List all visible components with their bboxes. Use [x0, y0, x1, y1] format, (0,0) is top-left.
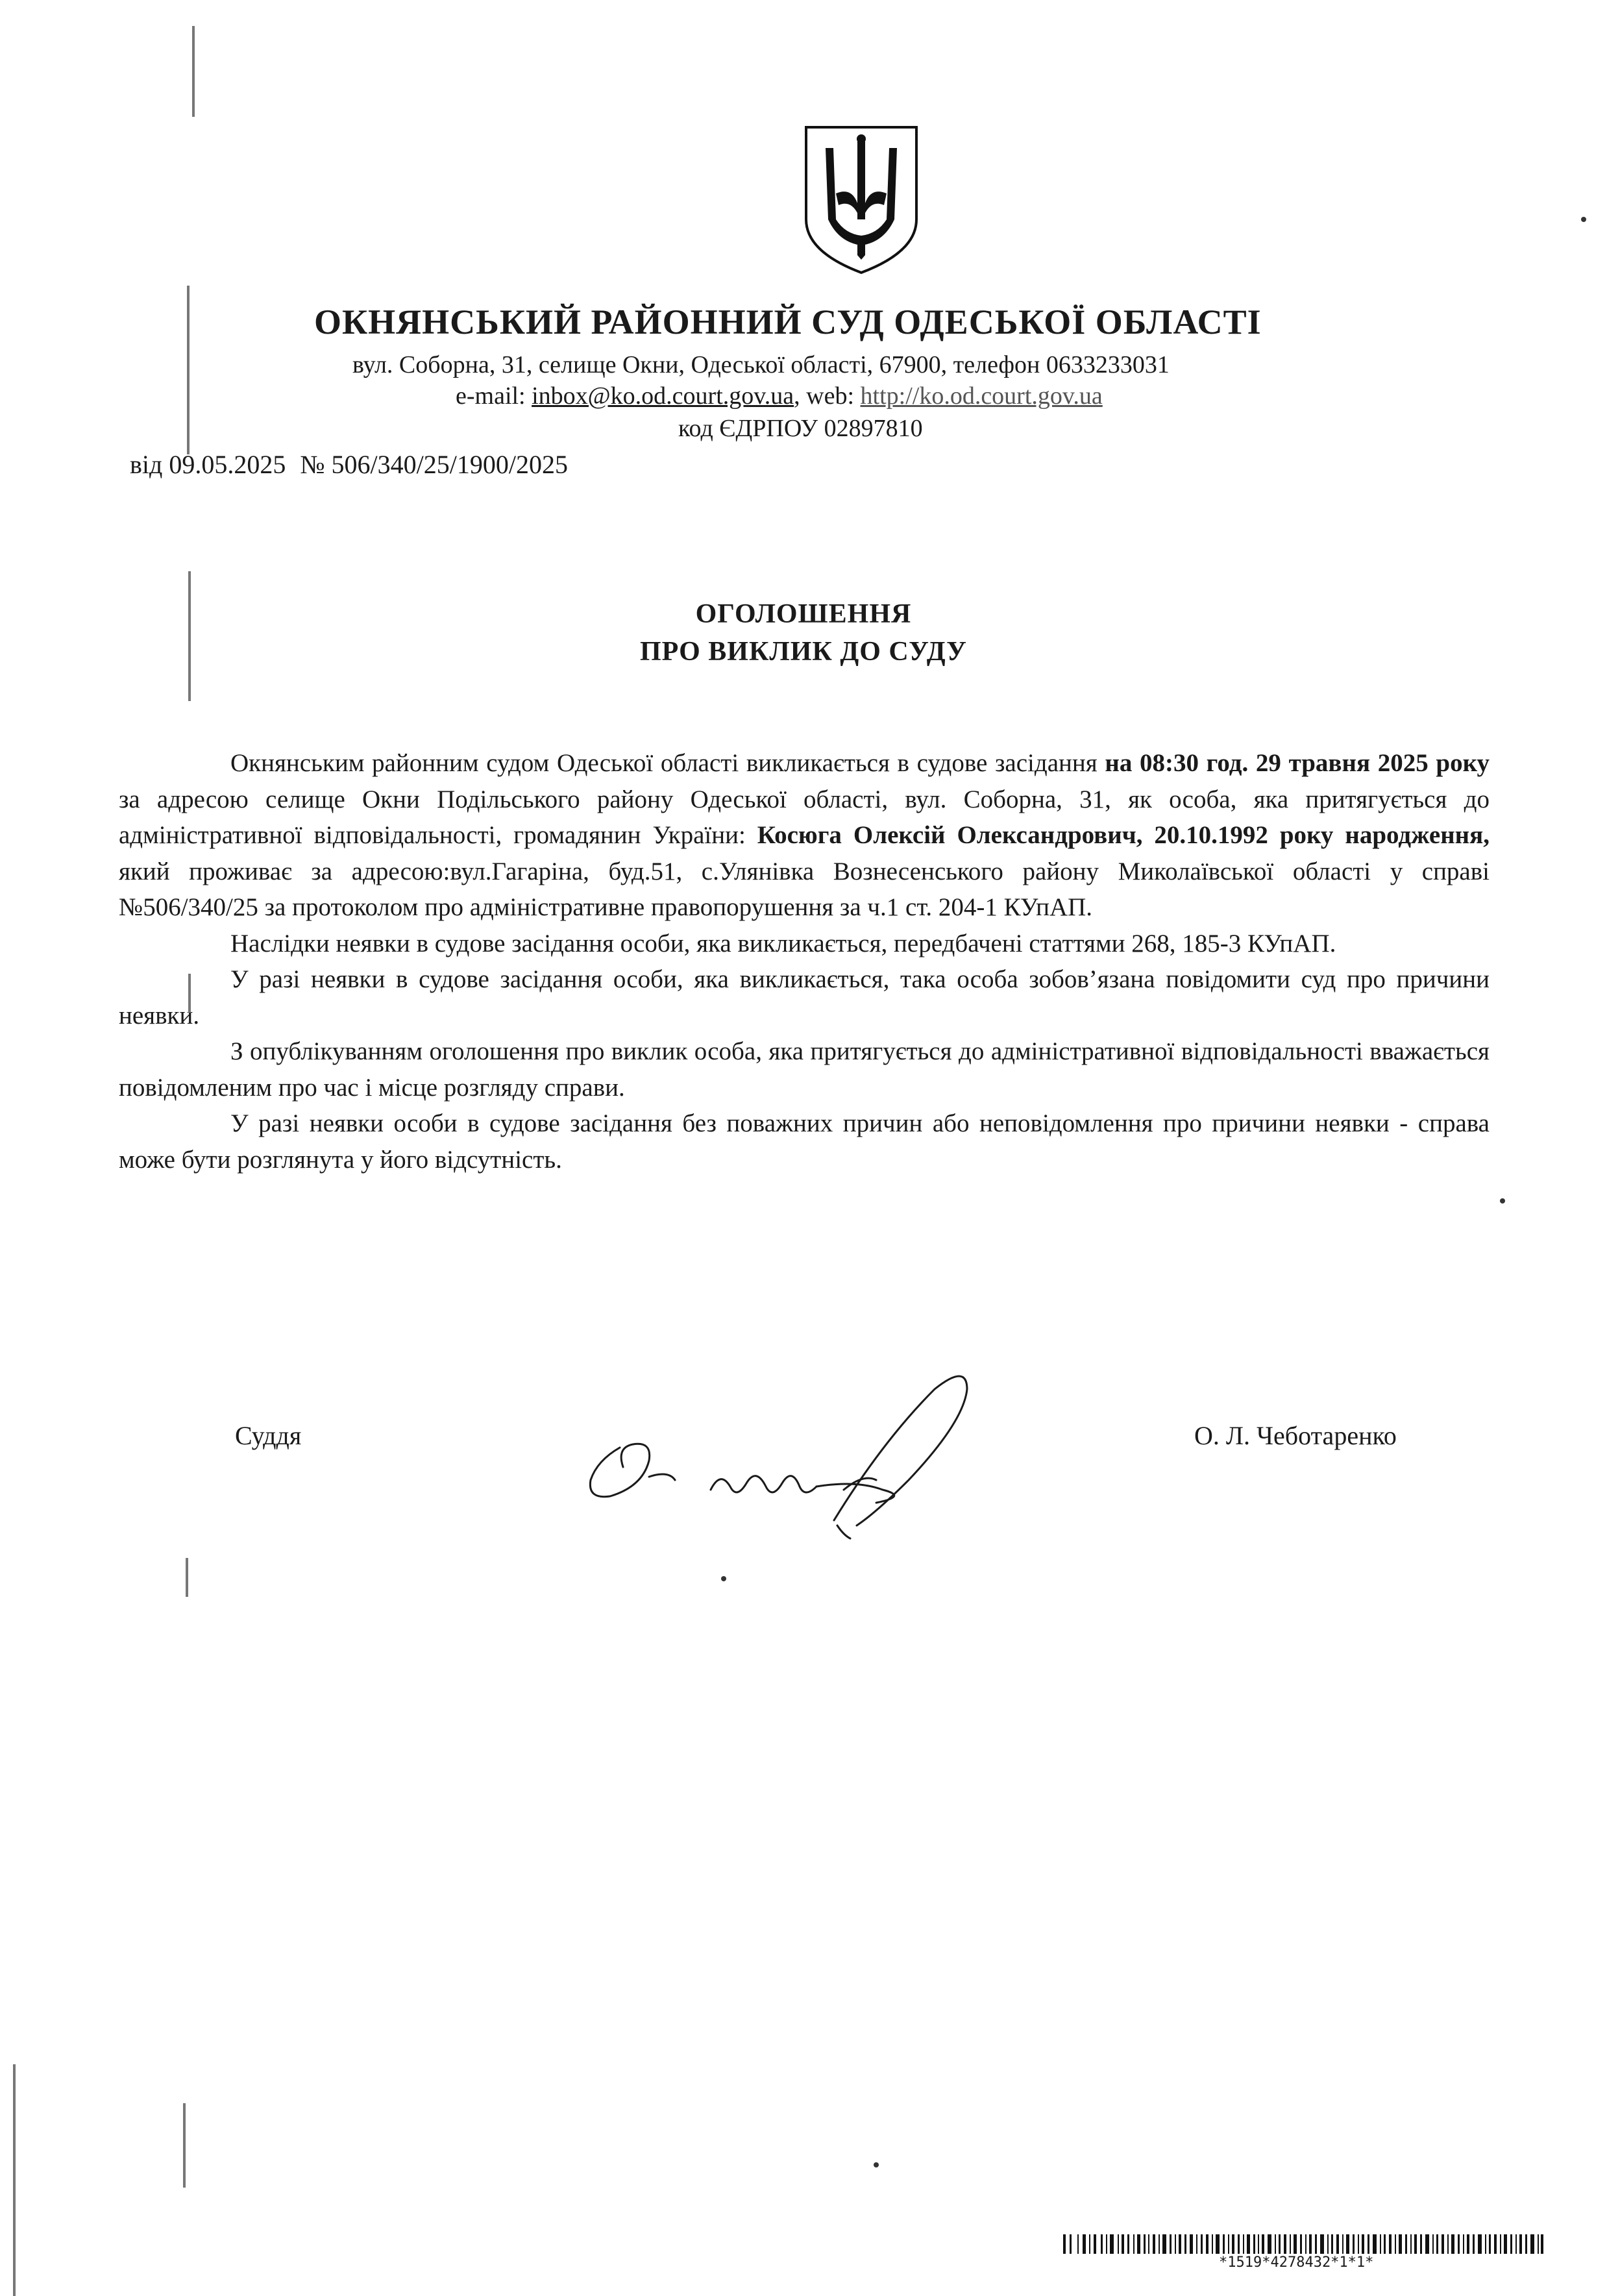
barcode-icon [1063, 2234, 1543, 2254]
summons-intro: Окнянським районним судом Одеської області викликається в судове засідання [230, 749, 1105, 777]
paragraph-notification: З опублікуванням оголошення про виклик особа, яка притягується до адміністративної відповідальності вважається повідомленим про час і місце розгляду справи. [119, 1037, 1490, 1102]
coat-of-arms-icon [800, 122, 923, 278]
paragraph-obligation: У разі неявки в судове засідання особи, яка викликається, така особа зобов’язана повідомити суд про причини неявки. [119, 965, 1490, 1030]
document-title: ОГОЛОШЕННЯ [695, 599, 912, 629]
document-number: № 506/340/25/1900/2025 [300, 450, 568, 479]
web-link[interactable]: http://ko.od.court.gov.ua [860, 382, 1103, 410]
document-reference [130, 449, 582, 480]
document-date: від 09.05.2025 [130, 450, 286, 479]
judge-role: Суддя [235, 1421, 302, 1450]
edrpou-code: код ЄДРПОУ 02897810 [678, 415, 923, 442]
web-label: , web: [794, 382, 861, 410]
announcement-body [119, 745, 1490, 1178]
paragraph-absence: У разі неявки особи в судове засідання без поважних причин або неповідомлення про причини неявки - справа може бути розглянута у його відсутність. [119, 1109, 1490, 1174]
email-label: e-mail: [456, 382, 532, 410]
summons-case: який проживає за адресою:вул.Гагаріна, буд.51, с.Улянівка Вознесенського району Миколаївської області у справі №506/340/25 за протоколом про адміністративне правопорушення за ч.1 ст. 204-1 КУпАП. [119, 857, 1490, 921]
paragraph-summons [119, 745, 1490, 926]
judge-name: О. Л. Чеботаренко [1194, 1421, 1397, 1450]
paragraph-consequences: Наслідки неявки в судове засідання особи, яка викликається, передбачені статтями 268, 185-3 КУпАП. [230, 929, 1336, 957]
court-name: ОКНЯНСЬКИЙ РАЙОННИЙ СУД ОДЕСЬКОЇ ОБЛАСТІ [314, 302, 1262, 341]
document-subtitle: ПРО ВИКЛИК ДО СУДУ [640, 637, 967, 667]
person-name: Косюга Олексій Олександрович, 20.10.1992 року народження, [757, 821, 1490, 849]
handwritten-signature [571, 1350, 987, 1545]
barcode-number: *1519*4278432*1*1* [1219, 2254, 1374, 2271]
court-contacts [456, 382, 1103, 410]
summons-address: за адресою селище Окни Подільського району Одеської області, вул. Соборна, 31, як особа, яка притягується до адміністративної відповідальності, громадянин України: [119, 785, 1490, 849]
court-address: вул. Соборна, 31, селище Окни, Одеської області, 67900, телефон 0633233031 [352, 351, 1170, 378]
email-link[interactable]: inbox@ko.od.court.gov.ua [532, 382, 794, 410]
hearing-datetime: на 08:30 год. 29 травня 2025 року [1105, 749, 1490, 777]
